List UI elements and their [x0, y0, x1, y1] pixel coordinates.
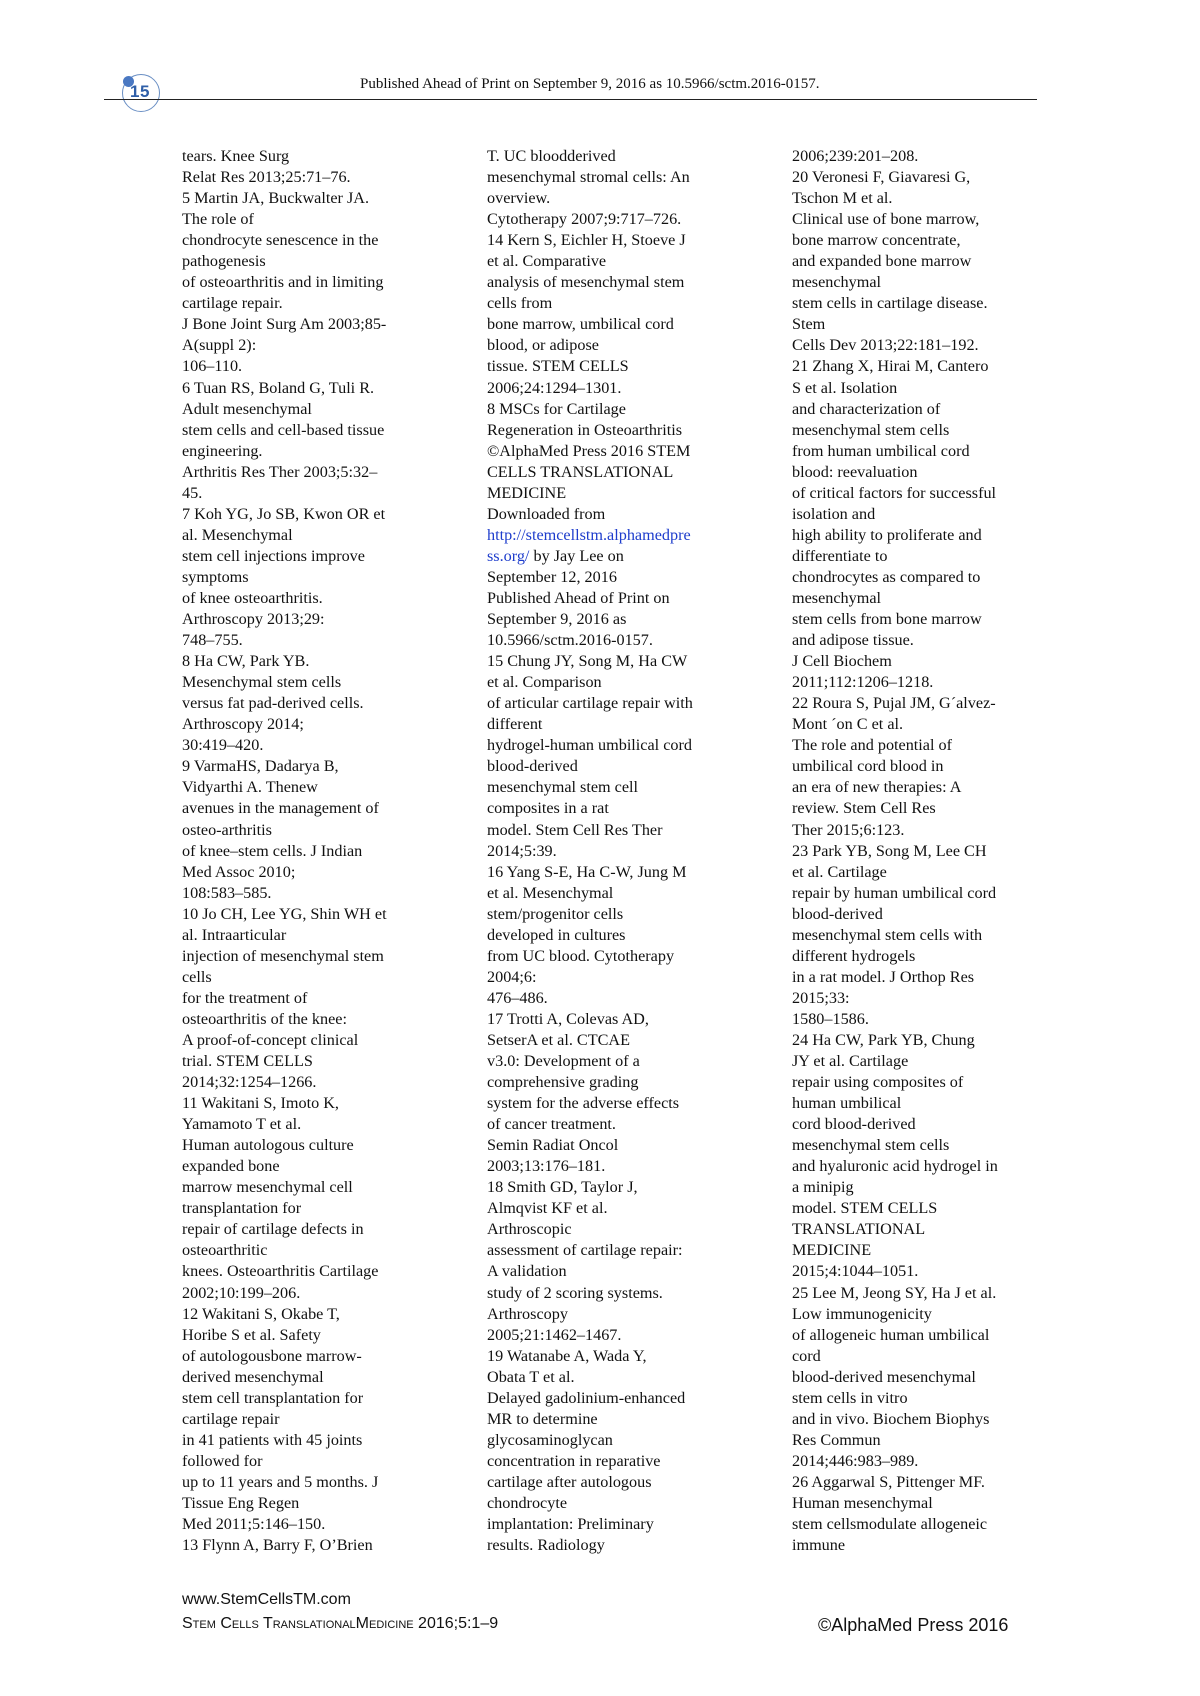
- reference-line: concentration in reparative: [487, 1451, 661, 1470]
- reference-line: SetserA et al. CTCAE: [487, 1030, 630, 1049]
- reference-column-3: [792, 146, 1052, 1556]
- reference-line: 17 Trotti A, Colevas AD,: [487, 1009, 649, 1028]
- reference-line: 8 MSCs for Cartilage: [487, 399, 626, 418]
- reference-line: in a rat model. J Orthop Res: [792, 967, 975, 986]
- reference-line: 2003;13:176–181.: [487, 1157, 606, 1176]
- reference-line: 9 VarmaHS, Dadarya B,: [182, 757, 339, 776]
- reference-line: bone marrow, umbilical cord: [487, 315, 674, 334]
- reference-line: Obata T et al.: [487, 1367, 575, 1386]
- reference-line: Arthroscopy: [487, 1304, 568, 1323]
- reference-line: 476–486.: [487, 988, 548, 1007]
- reference-line: in 41 patients with 45 joints: [182, 1430, 363, 1449]
- reference-line: a minipig: [792, 1178, 854, 1197]
- reference-line: 26 Aggarwal S, Pittenger MF.: [792, 1472, 985, 1491]
- reference-line: 2006;24:1294–1301.: [487, 378, 622, 397]
- reference-line: 19 Watanabe A, Wada Y,: [487, 1346, 647, 1365]
- reference-line: 1580–1586.: [792, 1009, 869, 1028]
- reference-line: Arthroscopic: [487, 1220, 572, 1239]
- reference-line: Med 2011;5:146–150.: [182, 1515, 326, 1534]
- reference-line: overview.: [487, 189, 551, 208]
- reference-line: stem cell transplantation for: [182, 1388, 364, 1407]
- reference-line: Horibe S et al. Safety: [182, 1325, 321, 1344]
- reference-line: of articular cartilage repair with: [487, 694, 693, 713]
- reference-line: stem cells in vitro: [792, 1388, 908, 1407]
- reference-line: [487, 525, 747, 546]
- reference-line: system for the adverse effects: [487, 1094, 680, 1113]
- reference-line: et al. Comparative: [487, 252, 607, 271]
- reference-line: stem/progenitor cells: [487, 904, 624, 923]
- reference-line: repair of cartilage defects in: [182, 1220, 364, 1239]
- reference-line: 21 Zhang X, Hirai M, Cantero: [792, 357, 989, 376]
- reference-line: up to 11 years and 5 months. J: [182, 1472, 379, 1491]
- reference-line: Relat Res 2013;25:71–76.: [182, 168, 351, 187]
- reference-line: tissue. STEM CELLS: [487, 357, 629, 376]
- reference-line: of critical factors for successful: [792, 483, 997, 502]
- reference-line: 108:583–585.: [182, 883, 272, 902]
- reference-line: Mesenchymal stem cells: [182, 673, 342, 692]
- header-rule: [104, 99, 1037, 100]
- reference-line: stem cells in cartilage disease.: [792, 294, 988, 313]
- reference-line: et al. Comparison: [487, 673, 602, 692]
- reference-line: 24 Ha CW, Park YB, Chung: [792, 1030, 975, 1049]
- reference-line: differentiate to: [792, 546, 888, 565]
- reference-line: different hydrogels: [792, 946, 916, 965]
- reference-line: analysis of mesenchymal stem: [487, 273, 685, 292]
- reference-line: of cancer treatment.: [487, 1115, 616, 1134]
- reference-line: Adult mesenchymal: [182, 399, 312, 418]
- reference-line: Regeneration in Osteoarthritis: [487, 420, 683, 439]
- reference-line: avenues in the management of: [182, 799, 379, 818]
- reference-line: blood-derived: [792, 904, 883, 923]
- reference-line: osteoarthritis of the knee:: [182, 1009, 347, 1028]
- reference-line: 25 Lee M, Jeong SY, Ha J et al.: [792, 1283, 997, 1302]
- reference-line: comprehensive grading: [487, 1073, 639, 1092]
- reference-line: cells: [182, 967, 212, 986]
- page-number: 15: [130, 82, 150, 101]
- reference-line: Delayed gadolinium-enhanced: [487, 1388, 686, 1407]
- reference-line: versus fat pad-derived cells.: [182, 694, 364, 713]
- reference-line: 2014;446:983–989.: [792, 1451, 919, 1470]
- reference-line: Med Assoc 2010;: [182, 862, 296, 881]
- reference-line: chondrocytes as compared to: [792, 567, 981, 586]
- reference-line: Almqvist KF et al.: [487, 1199, 608, 1218]
- reference-line: results. Radiology: [487, 1536, 605, 1555]
- reference-line: from UC blood. Cytotherapy: [487, 946, 675, 965]
- reference-line: Ther 2015;6:123.: [792, 820, 905, 839]
- reference-line: Arthroscopy 2014;: [182, 715, 304, 734]
- reference-line: isolation and: [792, 504, 876, 523]
- reference-line: mesenchymal: [792, 273, 881, 292]
- reference-line: chondrocyte: [487, 1494, 568, 1512]
- reference-line: and expanded bone marrow: [792, 252, 972, 271]
- reference-line: of osteoarthritis and in limiting: [182, 273, 384, 292]
- reference-line: A(suppl 2):: [182, 336, 257, 355]
- reference-line: 2002;10:199–206.: [182, 1283, 301, 1302]
- reference-line: hydrogel-human umbilical cord: [487, 736, 692, 755]
- reference-line: marrow mesenchymal cell: [182, 1178, 353, 1197]
- reference-line: J Bone Joint Surg Am 2003;85-: [182, 315, 387, 334]
- reference-line: knees. Osteoarthritis Cartilage: [182, 1262, 379, 1281]
- reference-line: 12 Wakitani S, Okabe T,: [182, 1304, 340, 1323]
- reference-line: v3.0: Development of a: [487, 1052, 640, 1071]
- reference-line: Cytotherapy 2007;9:717–726.: [487, 210, 682, 229]
- reference-line: implantation: Preliminary: [487, 1515, 654, 1534]
- reference-line: 2011;112:1206–1218.: [792, 673, 934, 692]
- reference-line: 2014;32:1254–1266.: [182, 1073, 317, 1092]
- reference-line: repair using composites of: [792, 1073, 964, 1092]
- reference-line: Tissue Eng Regen: [182, 1494, 300, 1512]
- reference-line: and hyaluronic acid hydrogel in: [792, 1157, 998, 1176]
- reference-line: 14 Kern S, Eichler H, Stoeve J: [487, 231, 686, 250]
- reference-line: MR to determine: [487, 1409, 598, 1428]
- reference-line: review. Stem Cell Res: [792, 799, 936, 818]
- reference-line: mesenchymal stem cells: [792, 1136, 950, 1155]
- reference-line: stem cells and cell-based tissue: [182, 420, 385, 439]
- reference-line: cartilage repair: [182, 1409, 280, 1428]
- reference-line: al. Intraarticular: [182, 925, 287, 944]
- reference-line: Semin Radiat Oncol: [487, 1136, 619, 1155]
- reference-line: TRANSLATIONAL: [792, 1220, 926, 1239]
- reference-line: mesenchymal: [792, 588, 881, 607]
- reference-line: different: [487, 715, 543, 734]
- reference-line: Human autologous culture: [182, 1136, 354, 1155]
- reference-line: stem cell injections improve: [182, 546, 365, 565]
- reference-line: The role and potential of: [792, 736, 953, 755]
- reference-line: 10.5966/sctm.2016-0157.: [487, 631, 653, 650]
- reference-line: 5 Martin JA, Buckwalter JA.: [182, 189, 370, 208]
- reference-line: T. UC bloodderived: [487, 147, 616, 165]
- reference-line: Stem: [792, 315, 826, 334]
- reference-line: model. STEM CELLS: [792, 1199, 938, 1218]
- reference-line: chondrocyte senescence in the: [182, 231, 379, 250]
- reference-line: 16 Yang S-E, Ha C-W, Jung M: [487, 862, 687, 881]
- reference-line: composites in a rat: [487, 799, 609, 818]
- reference-line: CELLS TRANSLATIONAL: [487, 462, 674, 481]
- reference-line: Tschon M et al.: [792, 189, 893, 208]
- reference-line: expanded bone: [182, 1157, 280, 1176]
- reference-line: 7 Koh YG, Jo SB, Kwon OR et: [182, 504, 386, 523]
- reference-line: 8 Ha CW, Park YB.: [182, 652, 310, 671]
- reference-line: cord blood-derived: [792, 1115, 916, 1134]
- reference-line: 106–110.: [182, 357, 243, 376]
- reference-line: Arthroscopy 2013;29:: [182, 610, 325, 629]
- reference-line: mesenchymal stem cells: [792, 420, 950, 439]
- reference-line: Clinical use of bone marrow,: [792, 210, 980, 229]
- footer-journal-text: Stem Cells TranslationalMedicine 2016;5:1–9: [182, 1615, 499, 1632]
- reference-line: MEDICINE: [792, 1241, 872, 1260]
- reference-line: tears. Knee Surg: [182, 147, 290, 165]
- reference-line: immune: [792, 1536, 846, 1555]
- reference-line: mesenchymal stem cells with: [792, 925, 983, 944]
- reference-line: and adipose tissue.: [792, 631, 914, 650]
- reference-line: 13 Flynn A, Barry F, O’Brien: [182, 1536, 373, 1555]
- reference-line: 6 Tuan RS, Boland G, Tuli R.: [182, 378, 375, 397]
- reference-line: 2005;21:1462–1467.: [487, 1325, 622, 1344]
- reference-line: mesenchymal stem cell: [487, 778, 639, 797]
- reference-line: Human mesenchymal: [792, 1494, 933, 1512]
- reference-line: glycosaminoglycan: [487, 1430, 613, 1449]
- reference-line: Low immunogenicity: [792, 1304, 932, 1323]
- reference-line: A validation: [487, 1262, 567, 1281]
- reference-line: pathogenesis: [182, 252, 266, 271]
- reference-line: mesenchymal stromal cells: An: [487, 168, 690, 187]
- reference-line: an era of new therapies: A: [792, 778, 962, 797]
- reference-line: Published Ahead of Print on: [487, 588, 670, 607]
- reference-column-2: [487, 146, 747, 1556]
- reference-line: Vidyarthi A. Thenew: [182, 778, 318, 797]
- reference-line: stem cells from bone marrow: [792, 610, 982, 629]
- reference-line: bone marrow concentrate,: [792, 231, 961, 250]
- reference-line: transplantation for: [182, 1199, 302, 1218]
- reference-line: and characterization of: [792, 399, 941, 418]
- reference-line: derived mesenchymal: [182, 1367, 324, 1386]
- reference-line: ss.org/ by Jay Lee on: [487, 546, 624, 565]
- download-url-link[interactable]: ss.org/: [487, 546, 530, 565]
- footer-copyright: ©AlphaMed Press 2016: [818, 1615, 1009, 1635]
- reference-line: osteo-arthritis: [182, 820, 272, 839]
- reference-line: blood-derived mesenchymal: [792, 1367, 976, 1386]
- reference-line: engineering.: [182, 441, 263, 460]
- reference-line: 748–755.: [182, 631, 243, 650]
- reference-line: Yamamoto T et al.: [182, 1115, 302, 1134]
- reference-line: September 9, 2016 as: [487, 610, 627, 629]
- reference-line: umbilical cord blood in: [792, 757, 944, 776]
- reference-line: cartilage repair.: [182, 294, 283, 313]
- reference-line: S et al. Isolation: [792, 378, 898, 397]
- reference-line: high ability to proliferate and: [792, 525, 982, 544]
- reference-line: 30:419–420.: [182, 736, 264, 755]
- reference-line: assessment of cartilage repair:: [487, 1241, 683, 1260]
- reference-line: Downloaded from: [487, 504, 606, 523]
- reference-line: The role of: [182, 210, 254, 229]
- reference-line: 2014;5:39.: [487, 841, 557, 860]
- download-url-link[interactable]: http://stemcellstm.alphamedpre: [487, 525, 691, 544]
- reference-line: model. Stem Cell Res Ther: [487, 820, 663, 839]
- reference-line: cells from: [487, 294, 553, 313]
- reference-column-1: [182, 146, 442, 1556]
- reference-line: of allogeneic human umbilical: [792, 1325, 990, 1344]
- reference-line: symptoms: [182, 567, 249, 586]
- reference-line: A proof-of-concept clinical: [182, 1030, 359, 1049]
- reference-line: repair by human umbilical cord: [792, 883, 997, 902]
- reference-line: ©AlphaMed Press 2016 STEM: [487, 441, 691, 460]
- reference-line: 15 Chung JY, Song M, Ha CW: [487, 652, 688, 671]
- reference-line: for the treatment of: [182, 988, 308, 1007]
- reference-line: 11 Wakitani S, Imoto K,: [182, 1094, 339, 1113]
- reference-line: injection of mesenchymal stem: [182, 946, 384, 965]
- reference-line: 2015;33:: [792, 988, 850, 1007]
- reference-line: blood: reevaluation: [792, 462, 918, 481]
- reference-line: et al. Cartilage: [792, 862, 887, 881]
- footer-journal-citation: [182, 1615, 498, 1633]
- reference-line: 23 Park YB, Song M, Lee CH: [792, 841, 987, 860]
- reference-line: 10 Jo CH, Lee YG, Shin WH et: [182, 904, 387, 923]
- reference-line: 2015;4:1044–1051.: [792, 1262, 919, 1281]
- reference-line: 20 Veronesi F, Giavaresi G,: [792, 168, 971, 187]
- reference-line: J Cell Biochem: [792, 652, 892, 671]
- reference-line: JY et al. Cartilage: [792, 1052, 909, 1071]
- reference-line: 22 Roura S, Pujal JM, G´alvez-: [792, 694, 996, 713]
- reference-line: of knee–stem cells. J Indian: [182, 841, 363, 860]
- reference-line: et al. Mesenchymal: [487, 883, 614, 902]
- reference-line: of knee osteoarthritis.: [182, 588, 323, 607]
- reference-line: study of 2 scoring systems.: [487, 1283, 663, 1302]
- reference-line: MEDICINE: [487, 483, 567, 502]
- published-ahead-header: Published Ahead of Print on September 9, 2016 as 10.5966/sctm.2016-0157.: [360, 76, 820, 92]
- reference-line: Arthritis Res Ther 2003;5:32–: [182, 462, 378, 481]
- reference-line: 18 Smith GD, Taylor J,: [487, 1178, 638, 1197]
- reference-line: cartilage after autologous: [487, 1472, 652, 1491]
- reference-line: Mont ´on C et al.: [792, 715, 904, 734]
- reference-line: human umbilical: [792, 1094, 902, 1113]
- reference-line: September 12, 2016: [487, 567, 617, 586]
- reference-line: blood-derived: [487, 757, 578, 776]
- reference-line: 45.: [182, 483, 203, 502]
- reference-line: Cells Dev 2013;22:181–192.: [792, 336, 979, 355]
- reference-line: Res Commun: [792, 1430, 881, 1449]
- reference-line: stem cellsmodulate allogeneic: [792, 1515, 988, 1534]
- reference-line: followed for: [182, 1451, 263, 1470]
- reference-line: and in vivo. Biochem Biophys: [792, 1409, 990, 1428]
- reference-line: 2006;239:201–208.: [792, 147, 919, 165]
- reference-line: cord: [792, 1346, 821, 1365]
- reference-line: blood, or adipose: [487, 336, 599, 355]
- reference-line: trial. STEM CELLS: [182, 1052, 313, 1071]
- reference-line: of autologousbone marrow-: [182, 1346, 362, 1365]
- reference-line: from human umbilical cord: [792, 441, 970, 460]
- reference-line: 2004;6:: [487, 967, 537, 986]
- reference-line: al. Mesenchymal: [182, 525, 293, 544]
- footer-website[interactable]: www.StemCellsTM.com: [182, 1591, 351, 1608]
- reference-line: developed in cultures: [487, 925, 626, 944]
- reference-line: osteoarthritic: [182, 1241, 268, 1260]
